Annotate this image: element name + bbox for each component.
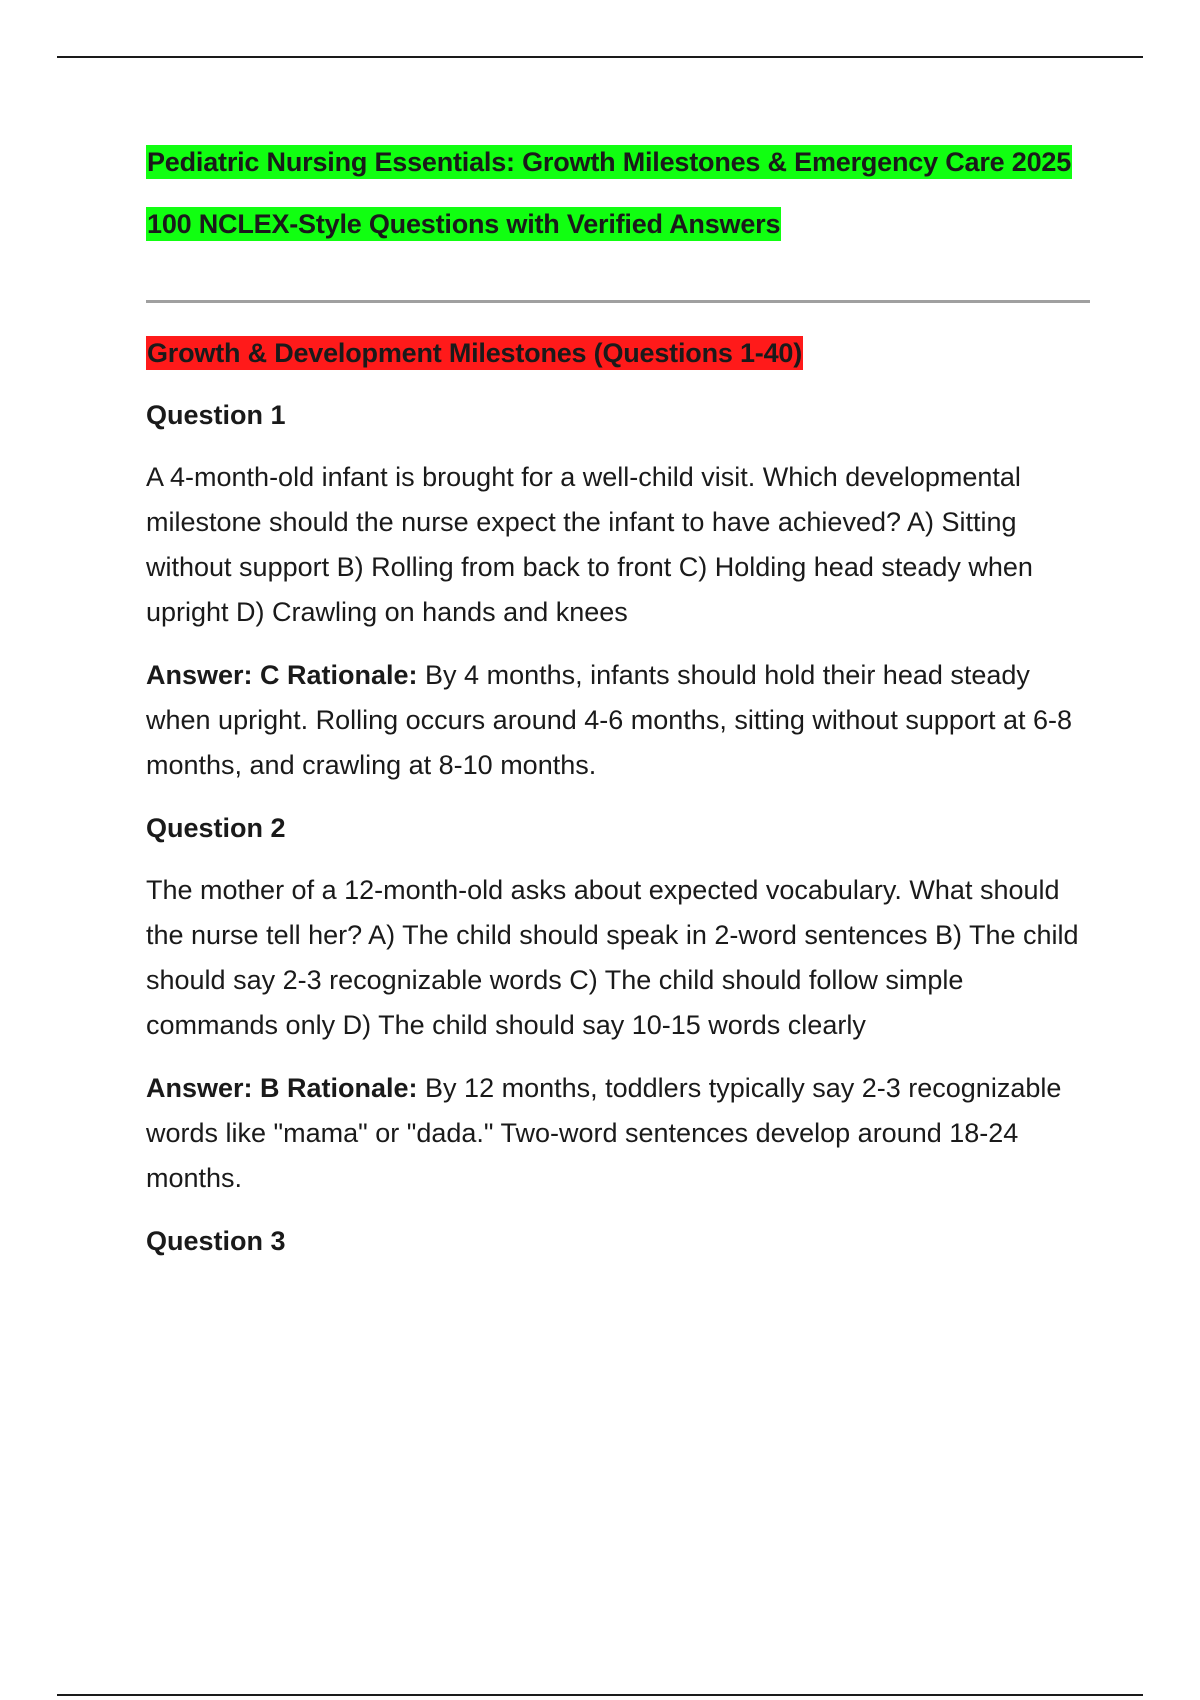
document-body — [146, 140, 1090, 1263]
answer-label: Answer: C Rationale: — [146, 660, 418, 690]
document-subtitle-highlight: 100 NCLEX-Style Questions with Verified Answers — [147, 209, 781, 239]
document-title — [146, 140, 1090, 184]
section-heading — [146, 331, 1090, 375]
document-title-highlight: Pediatric Nursing Essentials: Growth Milestones & Emergency Care 2025 — [147, 147, 1072, 177]
page-bottom-rule — [57, 1694, 1143, 1696]
section-divider — [146, 300, 1090, 303]
answer-rationale — [146, 1066, 1090, 1201]
rationale-text: By 12 months, toddlers typically say 2-3 recognizable words like "mama" or "dada." Two-word sentences develop around 18-24 months. — [146, 1073, 1062, 1193]
answer-label: Answer: B Rationale: — [146, 1073, 418, 1103]
answer-rationale — [146, 653, 1090, 788]
page-top-rule — [57, 56, 1143, 58]
section-heading-highlight: Growth & Development Milestones (Questions 1-40) — [147, 338, 803, 368]
rationale-text: By 4 months, infants should hold their head steady when upright. Rolling occurs around 4-6 months, sitting without support at 6-8 months, and crawling at 8-10 months. — [146, 660, 1073, 780]
question-text: A 4-month-old infant is brought for a well-child visit. Which developmental milestone should the nurse expect the infant to have achieved? A) Sitting without support B) Rolling from back to front C) Holding head steady when upright D) Crawling on hands and knees — [146, 462, 1033, 627]
question-heading: Question 2 — [146, 813, 286, 843]
document-subtitle — [146, 202, 1090, 246]
question-text: The mother of a 12-month-old asks about expected vocabulary. What should the nurse tell her? A) The child should speak in 2-word sentences B) The child should say 2-3 recognizable words C) The child should follow simple commands only D) The child should say 10-15 words clearly — [146, 875, 1079, 1040]
question-heading: Question 3 — [146, 1226, 286, 1256]
question-heading: Question 1 — [146, 400, 286, 430]
